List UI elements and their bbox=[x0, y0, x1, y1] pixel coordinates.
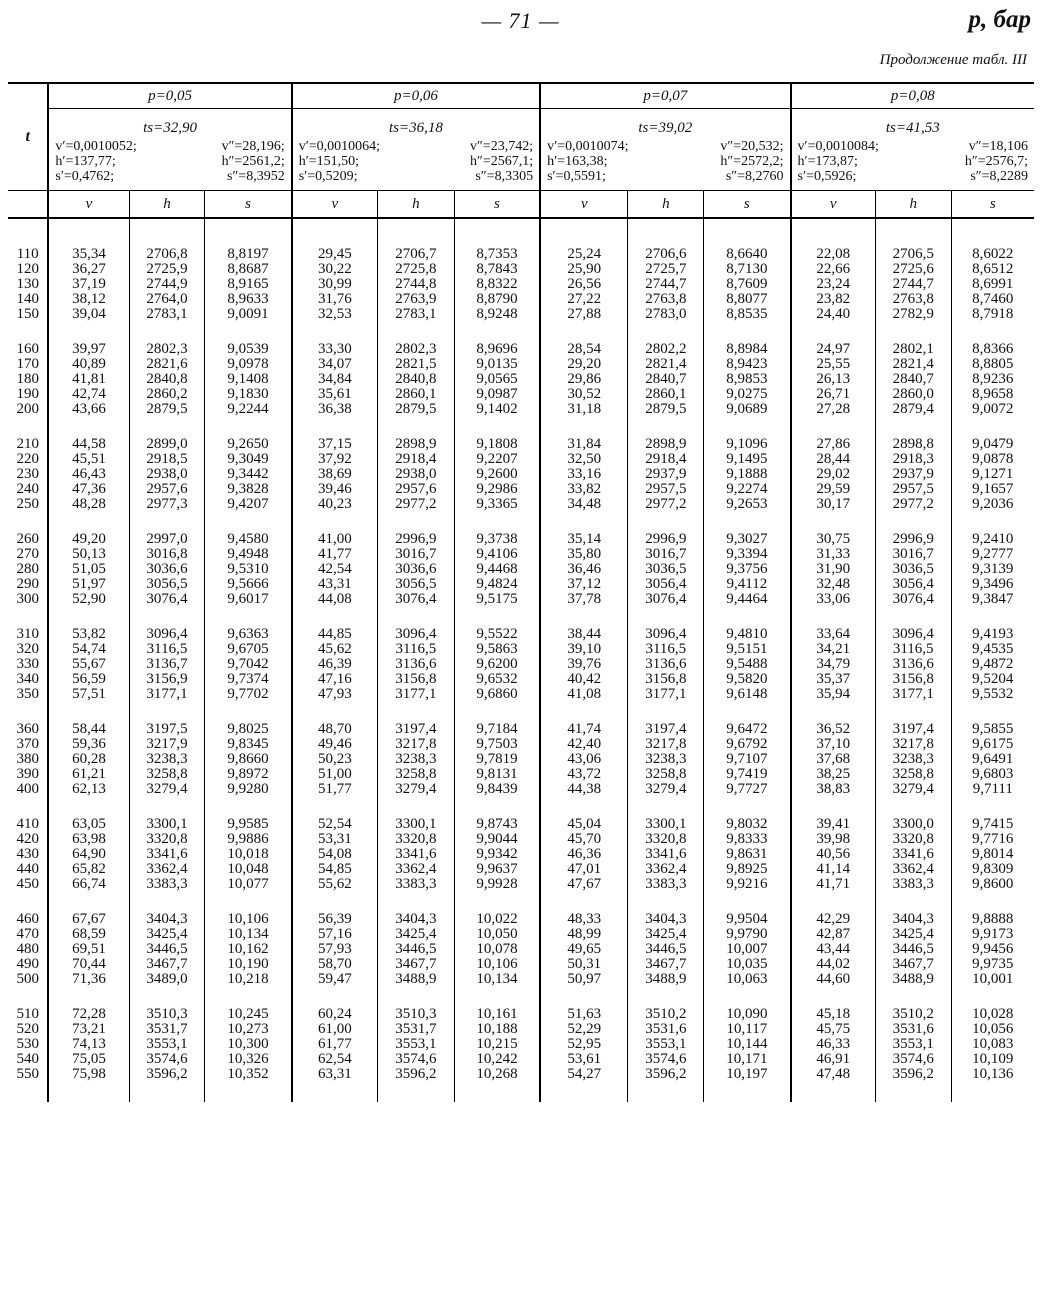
entropy-values: 9,8888 9,9173 9,9456 9,9735 10,001 bbox=[951, 912, 1034, 1007]
specific-volume-values: 41,74 42,40 43,06 43,72 44,38 bbox=[540, 722, 628, 817]
spacer-cell bbox=[951, 218, 1034, 247]
specific-volume-values: 30,75 31,33 31,90 32,48 33,06 bbox=[791, 532, 876, 627]
spacer-cell bbox=[378, 218, 455, 247]
enthalpy-values: 2899,0 2918,5 2938,0 2957,6 2977,3 bbox=[129, 437, 205, 532]
constant-vp: v′=0,0010084; bbox=[797, 139, 879, 154]
enthalpy-values: 3096,4 3116,5 3136,6 3156,8 3177,1 bbox=[875, 627, 951, 722]
entropy-values: 9,7184 9,7503 9,7819 9,8131 9,8439 bbox=[454, 722, 540, 817]
enthalpy-values: 3510,3 3531,7 3553,1 3574,6 3596,2 bbox=[378, 1007, 455, 1102]
entropy-values: 9,1808 9,2207 9,2600 9,2986 9,3365 bbox=[454, 437, 540, 532]
constant-hpp: h″=2567,1; bbox=[469, 154, 534, 169]
column-header: h bbox=[628, 191, 704, 219]
entropy-values: 8,9696 9,0135 9,0565 9,0987 9,1402 bbox=[454, 342, 540, 437]
enthalpy-values: 3096,4 3116,5 3136,6 3156,8 3177,1 bbox=[378, 627, 455, 722]
entropy-values: 10,090 10,117 10,144 10,171 10,197 bbox=[704, 1007, 791, 1102]
temperature-values: 110 120 130 140 150 bbox=[16, 246, 39, 322]
entropy-values: 9,7415 9,7716 9,8014 9,8309 9,8600 bbox=[951, 817, 1034, 912]
specific-volume-values: 53,82 54,74 55,67 56,59 57,51 bbox=[48, 627, 129, 722]
table-row-block bbox=[8, 627, 1034, 722]
constant-vpp: v″=23,742; bbox=[469, 139, 534, 154]
enthalpy-values: 3300,1 3320,8 3341,6 3362,4 3383,3 bbox=[628, 817, 704, 912]
entropy-values: 9,9504 9,9790 10,007 10,035 10,063 bbox=[704, 912, 791, 1007]
constant-spp: s″=8,3952 bbox=[227, 169, 285, 184]
column-header: s bbox=[205, 191, 292, 219]
column-header: h bbox=[129, 191, 205, 219]
saturation-constants bbox=[292, 137, 540, 191]
specific-volume-values: 35,34 36,27 37,19 38,12 39,04 bbox=[48, 247, 129, 342]
entropy-values: 9,4810 9,5151 9,5488 9,5820 9,6148 bbox=[704, 627, 791, 722]
constant-vp: v′=0,0010052; bbox=[55, 139, 137, 154]
enthalpy-values: 2898,9 2918,4 2938,0 2957,6 2977,2 bbox=[378, 437, 455, 532]
enthalpy-values: 3404,3 3425,4 3446,5 3467,7 3488,9 bbox=[628, 912, 704, 1007]
enthalpy-values: 3510,3 3531,7 3553,1 3574,6 3596,2 bbox=[129, 1007, 205, 1102]
continuation-label: Продолжение табл. III bbox=[879, 52, 1027, 68]
temperature-values: 460 470 480 490 500 bbox=[16, 911, 39, 987]
specific-volume-values: 44,85 45,62 46,39 47,16 47,93 bbox=[292, 627, 378, 722]
table-row-block bbox=[8, 1007, 1034, 1102]
entropy-values: 9,3027 9,3394 9,3756 9,4112 9,4464 bbox=[704, 532, 791, 627]
spacer-cell bbox=[875, 218, 951, 247]
constant-hp: h′=173,87; bbox=[797, 154, 858, 169]
enthalpy-values: 2802,2 2821,4 2840,7 2860,1 2879,5 bbox=[628, 342, 704, 437]
enthalpy-values: 3300,1 3320,8 3341,6 3362,4 3383,3 bbox=[378, 817, 455, 912]
enthalpy-values: 2898,8 2918,3 2937,9 2957,5 2977,2 bbox=[875, 437, 951, 532]
specific-volume-values: 48,33 48,99 49,65 50,31 50,97 bbox=[540, 912, 628, 1007]
enthalpy-values: 2706,6 2725,7 2744,7 2763,8 2783,0 bbox=[628, 247, 704, 342]
steam-table bbox=[8, 82, 1034, 1102]
constant-hpp: h″=2561,2; bbox=[221, 154, 285, 169]
entropy-values: 10,245 10,273 10,300 10,326 10,352 bbox=[205, 1007, 292, 1102]
constant-sp: s′=0,5926; bbox=[797, 169, 857, 184]
pressure-header: p=0,07 bbox=[540, 83, 790, 109]
corner-header: p, бар bbox=[968, 6, 1031, 33]
column-header: h bbox=[875, 191, 951, 219]
specific-volume-values: 72,28 73,21 74,13 75,05 75,98 bbox=[48, 1007, 129, 1102]
entropy-values: 9,3738 9,4106 9,4468 9,4824 9,5175 bbox=[454, 532, 540, 627]
entropy-values: 10,106 10,134 10,162 10,190 10,218 bbox=[205, 912, 292, 1007]
specific-volume-values: 36,52 37,10 37,68 38,25 38,83 bbox=[791, 722, 876, 817]
enthalpy-values: 3300,0 3320,8 3341,6 3362,4 3383,3 bbox=[875, 817, 951, 912]
entropy-values: 9,6472 9,6792 9,7107 9,7419 9,7727 bbox=[704, 722, 791, 817]
specific-volume-values: 39,97 40,89 41,81 42,74 43,66 bbox=[48, 342, 129, 437]
entropy-values: 9,9585 9,9886 10,018 10,048 10,077 bbox=[205, 817, 292, 912]
specific-volume-values: 33,30 34,07 34,84 35,61 36,38 bbox=[292, 342, 378, 437]
specific-volume-values: 38,44 39,10 39,76 40,42 41,08 bbox=[540, 627, 628, 722]
entropy-values: 8,8366 8,8805 8,9236 8,9658 9,0072 bbox=[951, 342, 1034, 437]
specific-volume-values: 45,04 45,70 46,36 47,01 47,67 bbox=[540, 817, 628, 912]
specific-volume-values: 42,29 42,87 43,44 44,02 44,60 bbox=[791, 912, 876, 1007]
enthalpy-values: 3197,4 3217,8 3238,3 3258,8 3279,4 bbox=[875, 722, 951, 817]
spacer-cell bbox=[791, 218, 876, 247]
specific-volume-values: 49,20 50,13 51,05 51,97 52,90 bbox=[48, 532, 129, 627]
entropy-values: 10,161 10,188 10,215 10,242 10,268 bbox=[454, 1007, 540, 1102]
specific-volume-values: 24,97 25,55 26,13 26,71 27,28 bbox=[791, 342, 876, 437]
column-header: h bbox=[378, 191, 455, 219]
constant-vpp: v″=18,106 bbox=[968, 139, 1028, 154]
specific-volume-values: 67,67 68,59 69,51 70,44 71,36 bbox=[48, 912, 129, 1007]
column-header: v bbox=[791, 191, 876, 219]
specific-volume-values: 56,39 57,16 57,93 58,70 59,47 bbox=[292, 912, 378, 1007]
enthalpy-values: 2802,3 2821,6 2840,8 2860,2 2879,5 bbox=[129, 342, 205, 437]
specific-volume-values: 29,45 30,22 30,99 31,76 32,53 bbox=[292, 247, 378, 342]
table-row-block bbox=[8, 817, 1034, 912]
enthalpy-values: 2997,0 3016,8 3036,6 3056,5 3076,4 bbox=[129, 532, 205, 627]
constant-hpp: h″=2572,2; bbox=[720, 154, 784, 169]
blank-cell bbox=[8, 191, 48, 219]
table-row-block bbox=[8, 532, 1034, 627]
pressure-header: p=0,05 bbox=[48, 83, 291, 109]
specific-volume-values: 51,63 52,29 52,95 53,61 54,27 bbox=[540, 1007, 628, 1102]
enthalpy-values: 3197,4 3217,8 3238,3 3258,8 3279,4 bbox=[628, 722, 704, 817]
enthalpy-values: 2706,8 2725,9 2744,9 2764,0 2783,1 bbox=[129, 247, 205, 342]
enthalpy-values: 3510,2 3531,6 3553,1 3574,6 3596,2 bbox=[628, 1007, 704, 1102]
table-row-block bbox=[8, 722, 1034, 817]
saturation-temperature: ts=41,53 bbox=[791, 109, 1034, 138]
entropy-values: 8,8197 8,8687 8,9165 8,9633 9,0091 bbox=[205, 247, 292, 342]
specific-volume-values: 27,86 28,44 29,02 29,59 30,17 bbox=[791, 437, 876, 532]
entropy-values: 9,4580 9,4948 9,5310 9,5666 9,6017 bbox=[205, 532, 292, 627]
spacer-cell bbox=[48, 218, 129, 247]
column-header: v bbox=[540, 191, 628, 219]
spacer-cell bbox=[628, 218, 704, 247]
table-row-block bbox=[8, 342, 1034, 437]
specific-volume-values: 22,08 22,66 23,24 23,82 24,40 bbox=[791, 247, 876, 342]
saturation-temperature: ts=39,02 bbox=[540, 109, 790, 138]
spacer-cell bbox=[205, 218, 292, 247]
entropy-values: 9,4193 9,4535 9,4872 9,5204 9,5532 bbox=[951, 627, 1034, 722]
enthalpy-values: 3404,3 3425,4 3446,5 3467,7 3488,9 bbox=[378, 912, 455, 1007]
specific-volume-values: 63,05 63,98 64,90 65,82 66,74 bbox=[48, 817, 129, 912]
table-row-block bbox=[8, 437, 1034, 532]
temperature-values: 510 520 530 540 550 bbox=[16, 1006, 39, 1082]
saturation-constants bbox=[48, 137, 291, 191]
spacer-cell bbox=[454, 218, 540, 247]
temperature-values: 260 270 280 290 300 bbox=[16, 531, 39, 607]
entropy-values: 10,028 10,056 10,083 10,109 10,136 bbox=[951, 1007, 1034, 1102]
enthalpy-values: 3197,4 3217,8 3238,3 3258,8 3279,4 bbox=[378, 722, 455, 817]
table-row-block bbox=[8, 247, 1034, 342]
entropy-values: 8,6640 8,7130 8,7609 8,8077 8,8535 bbox=[704, 247, 791, 342]
specific-volume-values: 41,00 41,77 42,54 43,31 44,08 bbox=[292, 532, 378, 627]
enthalpy-values: 3404,3 3425,4 3446,5 3467,7 3489,0 bbox=[129, 912, 205, 1007]
entropy-values: 9,2650 9,3049 9,3442 9,3828 9,4207 bbox=[205, 437, 292, 532]
enthalpy-values: 3096,4 3116,5 3136,7 3156,9 3177,1 bbox=[129, 627, 205, 722]
entropy-values: 9,2410 9,2777 9,3139 9,3496 9,3847 bbox=[951, 532, 1034, 627]
constant-spp: s″=8,2760 bbox=[725, 169, 784, 184]
specific-volume-values: 31,84 32,50 33,16 33,82 34,48 bbox=[540, 437, 628, 532]
entropy-values: 9,6363 9,6705 9,7042 9,7374 9,7702 bbox=[205, 627, 292, 722]
constant-vpp: v″=20,532; bbox=[720, 139, 784, 154]
enthalpy-values: 3300,1 3320,8 3341,6 3362,4 3383,3 bbox=[129, 817, 205, 912]
constant-hpp: h″=2576,7; bbox=[964, 154, 1028, 169]
spacer-cell bbox=[129, 218, 205, 247]
temperature-values: 210 220 230 240 250 bbox=[16, 436, 39, 512]
saturation-temperature: ts=36,18 bbox=[292, 109, 540, 138]
spacer-cell bbox=[540, 218, 628, 247]
column-header: s bbox=[951, 191, 1034, 219]
entropy-values: 9,8025 9,8345 9,8660 9,8972 9,9280 bbox=[205, 722, 292, 817]
saturation-constants bbox=[791, 137, 1034, 191]
temperature-values: 310 320 330 340 350 bbox=[16, 626, 39, 702]
enthalpy-values: 3096,4 3116,5 3136,6 3156,8 3177,1 bbox=[628, 627, 704, 722]
constant-hp: h′=151,50; bbox=[298, 154, 360, 169]
spacer-cell bbox=[704, 218, 791, 247]
temperature-values: 160 170 180 190 200 bbox=[16, 341, 39, 417]
table-row-block bbox=[8, 912, 1034, 1007]
specific-volume-values: 25,24 25,90 26,56 27,22 27,88 bbox=[540, 247, 628, 342]
column-header: v bbox=[48, 191, 129, 219]
enthalpy-values: 2996,9 3016,7 3036,5 3056,4 3076,4 bbox=[628, 532, 704, 627]
specific-volume-values: 58,44 59,36 60,28 61,21 62,13 bbox=[48, 722, 129, 817]
spacer-cell bbox=[292, 218, 378, 247]
enthalpy-values: 2802,3 2821,5 2840,8 2860,1 2879,5 bbox=[378, 342, 455, 437]
page-number: — 71 — bbox=[481, 8, 560, 33]
constant-vpp: v″=28,196; bbox=[221, 139, 285, 154]
enthalpy-values: 2996,9 3016,7 3036,5 3056,4 3076,4 bbox=[875, 532, 951, 627]
saturation-constants bbox=[540, 137, 790, 191]
entropy-values: 8,6022 8,6512 8,6991 8,7460 8,7918 bbox=[951, 247, 1034, 342]
enthalpy-values: 2706,7 2725,8 2744,8 2763,9 2783,1 bbox=[378, 247, 455, 342]
specific-volume-values: 44,58 45,51 46,43 47,36 48,28 bbox=[48, 437, 129, 532]
specific-volume-values: 48,70 49,46 50,23 51,00 51,77 bbox=[292, 722, 378, 817]
enthalpy-values: 3404,3 3425,4 3446,5 3467,7 3488,9 bbox=[875, 912, 951, 1007]
enthalpy-values: 2898,9 2918,4 2937,9 2957,5 2977,2 bbox=[628, 437, 704, 532]
entropy-values: 8,8984 8,9423 8,9853 9,0275 9,0689 bbox=[704, 342, 791, 437]
temperature-values: 410 420 430 440 450 bbox=[16, 816, 39, 892]
enthalpy-values: 3197,5 3217,9 3238,3 3258,8 3279,4 bbox=[129, 722, 205, 817]
constant-hp: h′=137,77; bbox=[55, 154, 116, 169]
pressure-header: p=0,08 bbox=[791, 83, 1034, 109]
entropy-values: 9,5522 9,5863 9,6200 9,6532 9,6860 bbox=[454, 627, 540, 722]
column-header: v bbox=[292, 191, 378, 219]
saturation-temperature: ts=32,90 bbox=[48, 109, 291, 138]
enthalpy-values: 2802,1 2821,4 2840,7 2860,0 2879,4 bbox=[875, 342, 951, 437]
temperature-header: t bbox=[8, 83, 48, 191]
constant-sp: s′=0,4762; bbox=[55, 169, 115, 184]
spacer-cell bbox=[8, 218, 48, 247]
pressure-header: p=0,06 bbox=[292, 83, 540, 109]
specific-volume-values: 52,54 53,31 54,08 54,85 55,62 bbox=[292, 817, 378, 912]
column-header: s bbox=[454, 191, 540, 219]
specific-volume-values: 39,41 39,98 40,56 41,14 41,71 bbox=[791, 817, 876, 912]
entropy-values: 9,0479 9,0878 9,1271 9,1657 9,2036 bbox=[951, 437, 1034, 532]
constant-vp: v′=0,0010074; bbox=[547, 139, 629, 154]
enthalpy-values: 2706,5 2725,6 2744,7 2763,8 2782,9 bbox=[875, 247, 951, 342]
constant-spp: s″=8,2289 bbox=[970, 169, 1028, 184]
constant-hp: h′=163,38; bbox=[547, 154, 608, 169]
entropy-values: 9,8032 9,8333 9,8631 9,8925 9,9216 bbox=[704, 817, 791, 912]
constant-sp: s′=0,5591; bbox=[547, 169, 606, 184]
entropy-values: 9,5855 9,6175 9,6491 9,6803 9,7111 bbox=[951, 722, 1034, 817]
specific-volume-values: 35,14 35,80 36,46 37,12 37,78 bbox=[540, 532, 628, 627]
entropy-values: 10,022 10,050 10,078 10,106 10,134 bbox=[454, 912, 540, 1007]
entropy-values: 9,8743 9,9044 9,9342 9,9637 9,9928 bbox=[454, 817, 540, 912]
entropy-values: 9,0539 9,0978 9,1408 9,1830 9,2244 bbox=[205, 342, 292, 437]
specific-volume-values: 33,64 34,21 34,79 35,37 35,94 bbox=[791, 627, 876, 722]
enthalpy-values: 2996,9 3016,7 3036,6 3056,5 3076,4 bbox=[378, 532, 455, 627]
entropy-values: 9,1096 9,1495 9,1888 9,2274 9,2653 bbox=[704, 437, 791, 532]
entropy-values: 8,7353 8,7843 8,8322 8,8790 8,9248 bbox=[454, 247, 540, 342]
constant-spp: s″=8,3305 bbox=[475, 169, 534, 184]
temperature-values: 360 370 380 390 400 bbox=[16, 721, 39, 797]
specific-volume-values: 28,54 29,20 29,86 30,52 31,18 bbox=[540, 342, 628, 437]
column-header: s bbox=[704, 191, 791, 219]
enthalpy-values: 3510,2 3531,6 3553,1 3574,6 3596,2 bbox=[875, 1007, 951, 1102]
specific-volume-values: 37,15 37,92 38,69 39,46 40,23 bbox=[292, 437, 378, 532]
constant-vp: v′=0,0010064; bbox=[298, 139, 381, 154]
specific-volume-values: 45,18 45,75 46,33 46,91 47,48 bbox=[791, 1007, 876, 1102]
specific-volume-values: 60,24 61,00 61,77 62,54 63,31 bbox=[292, 1007, 378, 1102]
constant-sp: s′=0,5209; bbox=[298, 169, 358, 184]
